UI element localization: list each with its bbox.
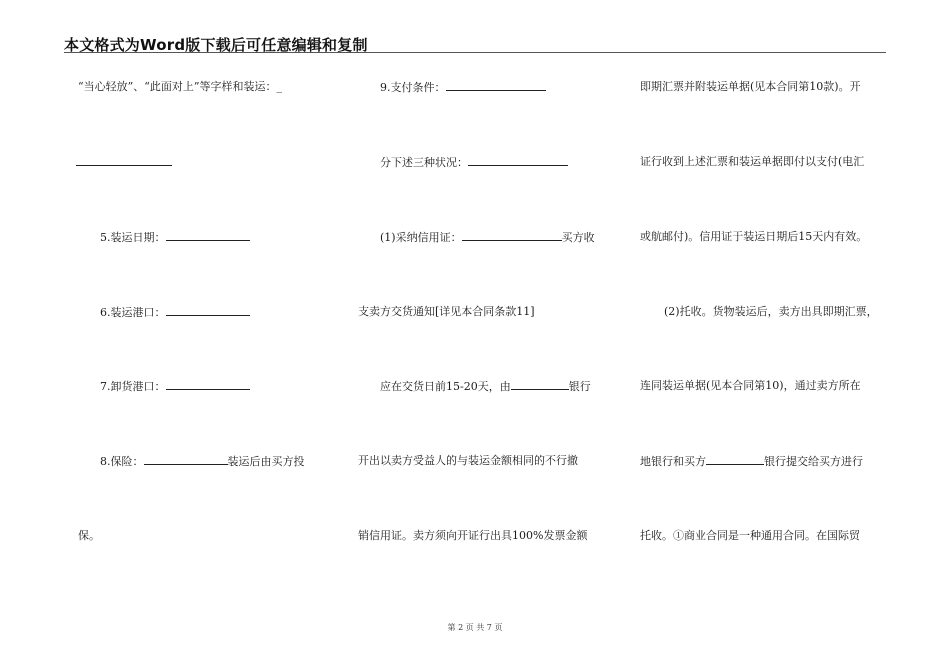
unloading-port-label: 7.卸货港口： [100,380,166,393]
col3-line-2: 证行收到上述汇票和装运单据即付以支付(电汇 [640,155,865,168]
three-cases-blank [468,155,568,166]
col2-line-6: 开出以卖方受益人的与装运金额相同的不行撤 [358,454,578,467]
shipping-port-blank [166,305,250,316]
col2-line-5 [380,379,591,394]
shipping-port-label: 6.装运港口： [100,306,166,319]
lc-tail: 买方收 [561,231,595,244]
buyer-bank-blank [706,454,764,465]
document-header: 本文格式为Word版下载后可任意编辑和复制 [64,36,368,54]
insurance-label: 8.保险： [100,455,144,468]
buyer-bank-tail: 银行提交给买方进行 [764,455,863,468]
bank-intro: 应在交货日前15-20天，由 [380,380,511,393]
header-divider [64,52,886,53]
fill-blank [76,155,172,166]
col3-line-1: 即期汇票并附装运单据(见本合同第10款)。开 [640,80,861,93]
lc-blank [462,230,562,241]
payment-terms-label: 9.支付条件： [380,81,446,94]
col3-line-7: 托收。①商业合同是一种通用合同。在国际贸 [640,529,860,542]
page-number: 第 2 页 共 7 页 [447,623,503,632]
col1-line-4 [100,305,250,320]
unloading-port-blank [166,379,250,390]
col1-line-5 [100,379,250,394]
col2-line-4: 支卖方交货通知[详见本合同条款11] [358,305,535,318]
col1-line-2 [76,155,172,170]
buyer-bank-label: 地银行和买方 [640,455,706,468]
col3-line-5: 连同装运单据(见本合同第10)，通过卖方所在 [640,379,861,392]
shipping-date-blank [166,230,250,241]
col1-line-7: 保。 [78,529,100,542]
col3-line-6 [640,454,863,469]
lc-label: (1)采纳信用证： [380,231,462,244]
col3-line-4: (2)托收。货物装运后，卖方出具即期汇票， [664,305,878,318]
bank-tail: 银行 [568,380,591,393]
col1-line-3 [100,230,250,245]
col2-line-2 [380,155,568,170]
col3-line-3: 或航邮付)。信用证于装运日期后15天内有效。 [640,230,868,243]
shipping-date-label: 5.装运日期： [100,231,166,244]
three-cases-label: 分下述三种状况： [380,156,468,169]
col1-line-1: “当心轻放”、“此面对上”等字样和装运：_ [78,80,282,93]
col2-line-7: 销信用证。卖方须向开证行出具100%发票金额 [358,529,588,542]
col1-line-6 [100,454,305,469]
payment-terms-blank [446,80,546,91]
col2-line-1 [380,80,546,95]
bank-blank [511,379,569,390]
insurance-blank [144,454,228,465]
col2-line-3 [380,230,595,245]
insurance-tail: 装运后由买方投 [227,455,305,468]
